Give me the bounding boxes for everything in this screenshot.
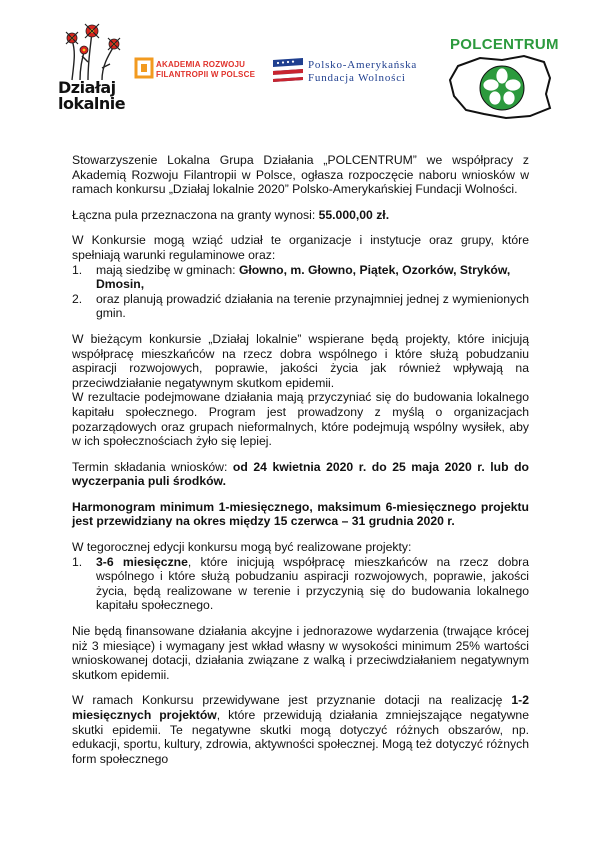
akademia-mark-icon — [134, 57, 154, 79]
polcentrum-logo-text: POLCENTRUM — [450, 36, 559, 53]
akademia-logo-text — [156, 60, 255, 80]
lokalnie-line: lokalnie — [58, 94, 126, 113]
results-paragraph: W rezultacie podejmowane działania mają przyczyniać się do budowania lokalnego kapitału społecznego. Program jest prowadzony z myślą o organizacjach pozarządowych oraz grupach nieformalnych, które podejmują wspólny wysiłek, aby w ich społecznościach żyło się lepiej. — [72, 390, 529, 449]
schedule-paragraph — [72, 500, 529, 529]
short-projects-paragraph — [72, 693, 529, 766]
grant-pool-amount: 55.000,00 zł. — [318, 207, 390, 222]
poland-map-icon — [440, 36, 556, 122]
pafw-line1: Polsko-Amerykańska — [308, 59, 418, 71]
akademia-line2: FILANTROPII W POLSCE — [156, 70, 256, 79]
gminy-names: Głowno, m. Głowno, Piątek, Ozorków, Stryków, Dmosin, — [96, 262, 511, 292]
list-item-text: , które inicjują współpracę mieszkańców na rzecz dobra wspólnego i które służą pobudzaniu aspiracji rozwojowych, poprawie, jakości życia, będą realizowane w terenie i przyczynią się do budowania lokalnego kapitału społecznego. — [96, 554, 529, 613]
list-item — [72, 263, 529, 292]
eligibility-list — [72, 263, 529, 321]
project-types-list — [72, 555, 529, 613]
list-number: 1. — [72, 554, 83, 569]
pafw-line2: Fundacja Wolności — [308, 72, 406, 84]
list-item-text: oraz planują prowadzić działania na terenie przynajmniej jednej z wymienionych gmin. — [96, 291, 529, 321]
dzialaj-line: Działaj — [58, 78, 116, 97]
pafw-logo — [271, 54, 441, 90]
deadline-text: Termin składania wniosków: — [72, 459, 233, 474]
list-number: 1. — [72, 262, 83, 277]
logo-bar — [0, 0, 600, 130]
exclusions-paragraph: Nie będą finansowane działania akcyjne i jednorazowe wydarzenia (trwające krócej niż 3 miesiące) i wymagany jest wkład własny w wysokości minimum 25% wartości wnioskowanej dotacji, działania związane z walką i przeciwdziałaniem negatywnym skutkom epidemii. — [72, 624, 529, 682]
list-item — [72, 555, 529, 613]
project-duration: 3-6 miesięczne — [96, 554, 188, 569]
akademia-logo — [134, 57, 260, 83]
polcentrum-logo — [440, 36, 559, 122]
short-projects-text-cont: , które przewidują działania zmniejszające negatywne skutki epidemii. Te negatywne skutki mogą dotyczyć różnych obszarów, np. edukacji, sportu, kultury, zdrowia, aktywności społecznej. Mogą też dotyczyć różnych form społecznego — [72, 708, 530, 766]
akademia-line1: AKADEMIA ROZWOJU — [156, 60, 246, 69]
list-number: 2. — [72, 291, 83, 306]
deadline-dates: od 24 kwietnia 2020 r. do 25 maja 2020 r. lub do wyczerpania puli środków. — [72, 459, 529, 489]
dzialaj-logo-text — [58, 80, 128, 112]
flag-icon — [271, 54, 305, 86]
deadline-paragraph — [72, 460, 529, 489]
short-projects-text: W ramach Konkursu przewidywane jest przyznanie dotacji na realizację — [72, 693, 512, 708]
edition-paragraph: W tegorocznej edycji konkursu mogą być realizowane projekty: — [72, 540, 412, 555]
grant-pool-paragraph — [72, 208, 529, 223]
short-projects-bold: 1-2 miesięcznych projektów — [72, 693, 529, 722]
list-item — [72, 292, 529, 321]
schedule-text: Harmonogram minimum 1-miesięcznego, maksimum 6-miesięcznego projektu jest przewidziany na okres między 15 czerwca – 31 grudnia 2020 r. — [72, 499, 529, 529]
grant-pool-text: Łączna pula przeznaczona na granty wynosi: — [72, 207, 319, 222]
flowers-icon — [58, 22, 128, 82]
intro-paragraph: Stowarzyszenie Lokalna Grupa Działania „POLCENTRUM” we współpracy z Akademią Rozwoju Filantropii w Polsce, ogłasza rozpoczęcie naboru wniosków w ramach konkursu „Działaj lokalnie 2020” Polsko-Amerykańskiej Fundacji Wolności. — [72, 153, 529, 197]
pafw-logo-text — [308, 59, 417, 85]
document-body — [72, 153, 529, 766]
list-item-text: mają siedzibę w gminach: — [96, 262, 239, 277]
projects-paragraph: W bieżącym konkursie „Działaj lokalnie” wspierane będą projekty, które inicjują współpracę mieszkańców na rzecz dobra wspólnego i które służą pobudzaniu aspiracji rozwojowych, poprawie, jakości życia jak również wpływają na przeciwdziałanie negatywnym skutkom epidemii. — [72, 331, 529, 390]
dzialaj-lokalnie-logo — [58, 22, 128, 122]
eligibility-paragraph: W Konkursie mogą wziąć udział te organizacje i instytucje oraz grupy, które spełniają warunki regulaminowe oraz: — [72, 233, 529, 262]
